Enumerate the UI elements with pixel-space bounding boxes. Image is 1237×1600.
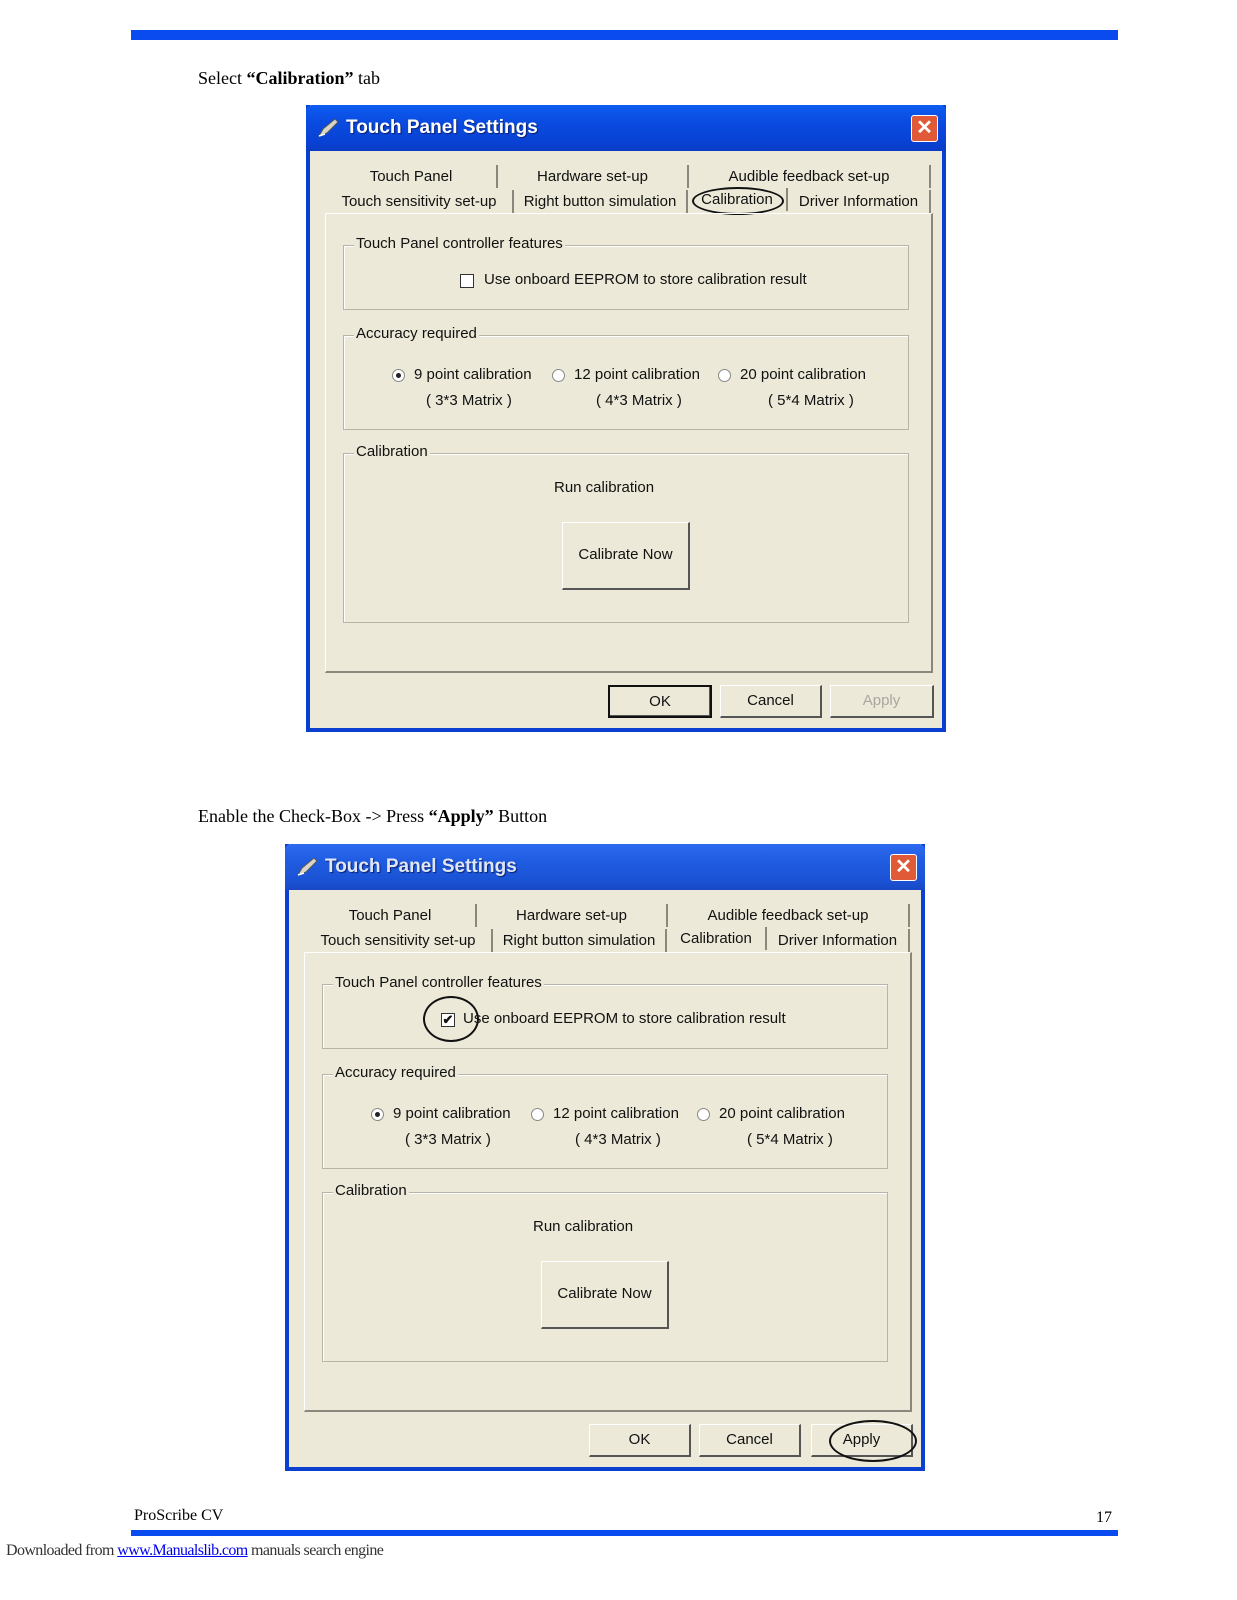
highlight-ellipse-apply	[829, 1420, 917, 1462]
manualslib-link[interactable]: www.Manualslib.com	[117, 1542, 248, 1559]
download-source-line: Downloaded from www.Manualslib.com manuals search engine	[6, 1542, 384, 1559]
eeprom-checkbox[interactable]: ✔	[442, 1012, 454, 1027]
tab-calibration[interactable]: Calibration	[667, 927, 767, 950]
pen-icon	[295, 856, 319, 878]
title-bar	[306, 105, 946, 151]
highlight-ellipse-calibration-tab	[692, 187, 784, 215]
dialog-screenshot-2	[285, 844, 925, 1471]
matrix-3x3-label: ( 3*3 Matrix )	[426, 392, 512, 409]
eeprom-checkbox[interactable]	[460, 274, 474, 288]
radio-20-point[interactable]	[718, 369, 731, 382]
group-controller-features	[322, 974, 888, 1049]
ok-button[interactable]: OK	[589, 1424, 691, 1457]
radio-20-point[interactable]	[697, 1108, 710, 1121]
dialog-title: Touch Panel Settings	[346, 117, 538, 138]
radio-12-point-label: 12 point calibration	[553, 1105, 679, 1122]
matrix-3x3-label: ( 3*3 Matrix )	[405, 1131, 491, 1148]
tab-driver-information[interactable]: Driver Information	[788, 190, 931, 213]
top-blue-rule	[131, 30, 1118, 40]
tab-touch-panel[interactable]: Touch Panel	[305, 904, 477, 927]
group-calibration	[322, 1182, 888, 1362]
group-controller-features	[343, 235, 909, 310]
tab-hardware-setup[interactable]: Hardware set-up	[477, 904, 668, 927]
pen-icon	[316, 117, 340, 139]
ok-button[interactable]: OK	[608, 685, 712, 718]
radio-20-point-label: 20 point calibration	[740, 366, 866, 383]
eeprom-checkbox-label: Use onboard EEPROM to store calibration result	[484, 271, 807, 288]
footer-product-name: ProScribe CV	[134, 1507, 224, 1524]
title-bar	[285, 844, 925, 890]
apply-button[interactable]: Apply	[811, 1424, 913, 1457]
group-legend: Calibration	[335, 1182, 407, 1199]
tab-hardware-setup[interactable]: Hardware set-up	[498, 165, 689, 188]
radio-9-point[interactable]	[371, 1108, 384, 1121]
cancel-button[interactable]: Cancel	[720, 685, 822, 718]
tab-audible-feedback[interactable]: Audible feedback set-up	[689, 165, 931, 188]
cancel-button[interactable]: Cancel	[699, 1424, 801, 1457]
dialog-title: Touch Panel Settings	[325, 856, 517, 877]
run-calibration-label: Run calibration	[554, 479, 655, 496]
tab-touch-sensitivity[interactable]: Touch sensitivity set-up	[326, 190, 514, 213]
matrix-4x3-label: ( 4*3 Matrix )	[575, 1131, 661, 1148]
instruction-step1: Select “Calibration” tab	[198, 68, 380, 88]
close-button[interactable]: ✕	[911, 115, 938, 142]
tab-right-button[interactable]: Right button simulation	[493, 929, 667, 952]
group-legend: Touch Panel controller features	[335, 974, 542, 991]
radio-20-point-label: 20 point calibration	[719, 1105, 845, 1122]
radio-9-point-label: 9 point calibration	[393, 1105, 511, 1122]
tab-calibration[interactable]: Calibration	[688, 188, 788, 211]
group-legend: Touch Panel controller features	[356, 235, 563, 252]
group-legend: Calibration	[356, 443, 428, 460]
radio-12-point-label: 12 point calibration	[574, 366, 700, 383]
radio-12-point[interactable]	[531, 1108, 544, 1121]
group-legend: Accuracy required	[356, 325, 477, 342]
close-button[interactable]: ✕	[890, 854, 917, 881]
dialog-screenshot-1	[306, 105, 946, 732]
tab-touch-sensitivity[interactable]: Touch sensitivity set-up	[305, 929, 493, 952]
run-calibration-label: Run calibration	[533, 1218, 634, 1235]
matrix-5x4-label: ( 5*4 Matrix )	[768, 392, 854, 409]
eeprom-checkbox-label: Use onboard EEPROM to store calibration result	[463, 1010, 786, 1027]
tab-right-button[interactable]: Right button simulation	[514, 190, 688, 213]
calibrate-now-button[interactable]: Calibrate Now	[541, 1261, 669, 1329]
calibrate-now-button[interactable]: Calibrate Now	[562, 522, 690, 590]
apply-button[interactable]: Apply	[830, 685, 934, 718]
group-calibration	[343, 443, 909, 623]
matrix-5x4-label: ( 5*4 Matrix )	[747, 1131, 833, 1148]
tab-touch-panel[interactable]: Touch Panel	[326, 165, 498, 188]
radio-9-point[interactable]	[392, 369, 405, 382]
matrix-4x3-label: ( 4*3 Matrix )	[596, 392, 682, 409]
group-legend: Accuracy required	[335, 1064, 456, 1081]
radio-12-point[interactable]	[552, 369, 565, 382]
page-number: 17	[1096, 1509, 1112, 1526]
bottom-blue-rule	[131, 1530, 1118, 1536]
highlight-ellipse-checkbox	[423, 996, 479, 1042]
group-accuracy	[343, 325, 909, 430]
tab-driver-information[interactable]: Driver Information	[767, 929, 910, 952]
tab-audible-feedback[interactable]: Audible feedback set-up	[668, 904, 910, 927]
instruction-step2: Enable the Check-Box -> Press “Apply” Button	[198, 806, 548, 826]
group-accuracy	[322, 1064, 888, 1169]
radio-9-point-label: 9 point calibration	[414, 366, 532, 383]
